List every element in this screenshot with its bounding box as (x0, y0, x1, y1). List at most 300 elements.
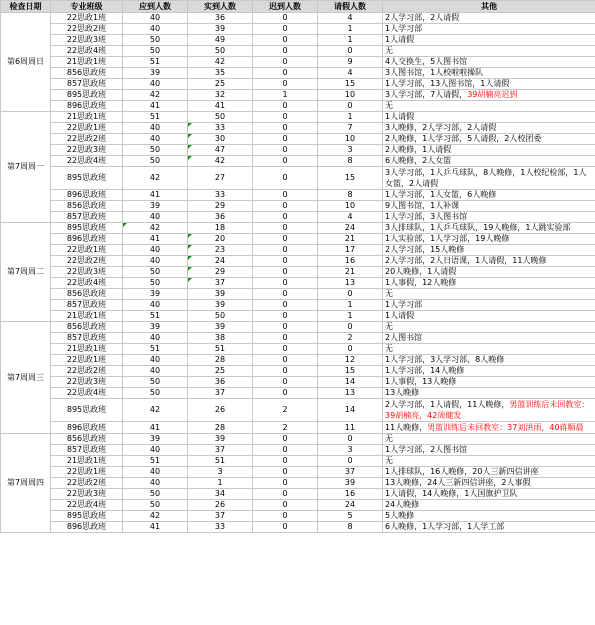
other-text: 6人晚修，2人女篮 (385, 156, 452, 165)
due-cell[interactable]: 40 (123, 467, 188, 478)
other-cell[interactable] (383, 311, 595, 322)
late-cell[interactable]: 0 (253, 267, 318, 278)
present-cell[interactable]: 37 (188, 278, 253, 289)
date-cell[interactable]: 第7周周二 (1, 223, 51, 322)
leave-cell[interactable]: 13 (318, 278, 383, 289)
leave-cell[interactable]: 12 (318, 355, 383, 366)
other-cell[interactable] (383, 267, 595, 278)
class-cell[interactable]: 896思政班 (51, 234, 123, 245)
leave-cell[interactable]: 16 (318, 489, 383, 500)
class-cell[interactable]: 22思政3班 (51, 489, 123, 500)
due-cell[interactable]: 51 (123, 112, 188, 123)
due-cell[interactable]: 39 (123, 434, 188, 445)
other-cell[interactable] (383, 388, 595, 399)
present-cell[interactable]: 3 (188, 467, 253, 478)
due-cell[interactable]: 41 (123, 190, 188, 201)
leave-cell[interactable]: 16 (318, 256, 383, 267)
due-cell[interactable]: 51 (123, 456, 188, 467)
late-cell[interactable]: 0 (253, 101, 318, 112)
leave-cell[interactable]: 7 (318, 123, 383, 134)
present-cell[interactable]: 36 (188, 13, 253, 24)
other-cell[interactable] (383, 212, 595, 223)
due-cell[interactable]: 40 (123, 445, 188, 456)
other-cell[interactable] (383, 445, 595, 456)
leave-cell[interactable]: 21 (318, 234, 383, 245)
class-cell[interactable]: 857思政班 (51, 212, 123, 223)
due-cell[interactable]: 40 (123, 24, 188, 35)
leave-cell[interactable]: 0 (318, 322, 383, 333)
other-cell[interactable] (383, 511, 595, 522)
other-cell[interactable] (383, 489, 595, 500)
late-cell[interactable]: 0 (253, 522, 318, 533)
other-cell[interactable] (383, 355, 595, 366)
other-cell[interactable] (383, 123, 595, 134)
late-cell[interactable]: 0 (253, 388, 318, 399)
other-cell[interactable] (383, 134, 595, 145)
leave-cell[interactable]: 10 (318, 134, 383, 145)
table-row (1, 289, 595, 300)
due-cell[interactable]: 39 (123, 289, 188, 300)
table-row (1, 445, 595, 456)
late-cell[interactable]: 0 (253, 311, 318, 322)
late-cell[interactable]: 0 (253, 79, 318, 90)
other-cell[interactable] (383, 46, 595, 57)
other-cell[interactable] (383, 167, 595, 190)
leave-cell[interactable]: 15 (318, 167, 383, 190)
other-cell[interactable] (383, 90, 595, 101)
present-cell[interactable]: 50 (188, 311, 253, 322)
late-cell[interactable]: 0 (253, 467, 318, 478)
due-cell[interactable]: 40 (123, 245, 188, 256)
present-cell[interactable]: 33 (188, 123, 253, 134)
other-cell[interactable] (383, 333, 595, 344)
header-other[interactable]: 其他 (383, 1, 595, 13)
due-cell[interactable]: 39 (123, 201, 188, 212)
due-cell[interactable]: 40 (123, 256, 188, 267)
late-cell[interactable]: 0 (253, 445, 318, 456)
late-cell[interactable]: 0 (253, 112, 318, 123)
due-cell[interactable]: 51 (123, 344, 188, 355)
other-cell[interactable] (383, 434, 595, 445)
class-cell[interactable]: 21思政1班 (51, 57, 123, 68)
leave-cell[interactable]: 9 (318, 57, 383, 68)
late-cell[interactable]: 0 (253, 300, 318, 311)
due-cell[interactable]: 42 (123, 167, 188, 190)
leave-cell[interactable]: 8 (318, 190, 383, 201)
other-cell[interactable] (383, 456, 595, 467)
class-cell[interactable]: 21思政1班 (51, 112, 123, 123)
other-cell[interactable] (383, 478, 595, 489)
class-cell[interactable]: 896思政班 (51, 190, 123, 201)
late-cell[interactable]: 0 (253, 289, 318, 300)
present-cell[interactable]: 42 (188, 156, 253, 167)
class-cell[interactable]: 896思政班 (51, 101, 123, 112)
late-cell[interactable]: 0 (253, 223, 318, 234)
present-cell[interactable]: 33 (188, 522, 253, 533)
due-cell[interactable]: 50 (123, 35, 188, 46)
due-cell[interactable]: 41 (123, 522, 188, 533)
leave-cell[interactable]: 11 (318, 422, 383, 434)
other-cell[interactable] (383, 278, 595, 289)
present-cell[interactable]: 36 (188, 212, 253, 223)
class-cell[interactable]: 21思政1班 (51, 456, 123, 467)
leave-cell[interactable]: 1 (318, 311, 383, 322)
other-cell[interactable] (383, 366, 595, 377)
late-cell[interactable]: 0 (253, 322, 318, 333)
due-cell[interactable]: 40 (123, 300, 188, 311)
late-cell[interactable]: 0 (253, 256, 318, 267)
present-cell[interactable]: 29 (188, 267, 253, 278)
late-cell[interactable]: 0 (253, 278, 318, 289)
header-class[interactable]: 专业班级 (51, 1, 123, 13)
other-cell[interactable] (383, 68, 595, 79)
present-cell[interactable]: 33 (188, 190, 253, 201)
due-cell[interactable]: 39 (123, 322, 188, 333)
present-cell[interactable]: 20 (188, 234, 253, 245)
late-cell[interactable]: 0 (253, 355, 318, 366)
present-cell[interactable]: 26 (188, 500, 253, 511)
late-cell[interactable]: 1 (253, 90, 318, 101)
present-cell[interactable]: 49 (188, 35, 253, 46)
present-cell[interactable]: 38 (188, 333, 253, 344)
present-cell[interactable]: 23 (188, 245, 253, 256)
late-cell[interactable]: 0 (253, 167, 318, 190)
due-cell[interactable]: 42 (123, 511, 188, 522)
leave-cell[interactable]: 15 (318, 79, 383, 90)
late-cell[interactable]: 0 (253, 234, 318, 245)
other-text: 无 (385, 456, 393, 465)
due-cell[interactable]: 41 (123, 234, 188, 245)
other-cell[interactable] (383, 422, 595, 434)
due-cell[interactable]: 50 (123, 489, 188, 500)
leave-cell[interactable]: 17 (318, 245, 383, 256)
other-cell[interactable] (383, 522, 595, 533)
due-cell[interactable]: 40 (123, 123, 188, 134)
late-cell[interactable]: 0 (253, 57, 318, 68)
class-cell[interactable]: 22思政3班 (51, 145, 123, 156)
present-cell[interactable]: 39 (188, 322, 253, 333)
class-cell[interactable]: 22思政3班 (51, 267, 123, 278)
late-cell[interactable]: 2 (253, 422, 318, 434)
leave-cell[interactable]: 14 (318, 377, 383, 388)
present-cell[interactable]: 50 (188, 112, 253, 123)
present-cell[interactable]: 18 (188, 223, 253, 234)
class-cell[interactable]: 857思政班 (51, 445, 123, 456)
late-cell[interactable]: 0 (253, 201, 318, 212)
class-cell[interactable]: 896思政班 (51, 422, 123, 434)
late-cell[interactable]: 0 (253, 68, 318, 79)
class-cell[interactable]: 22思政2班 (51, 478, 123, 489)
other-cell[interactable] (383, 377, 595, 388)
late-cell[interactable]: 0 (253, 245, 318, 256)
present-cell[interactable]: 28 (188, 355, 253, 366)
class-cell[interactable]: 856思政班 (51, 201, 123, 212)
other-cell[interactable] (383, 145, 595, 156)
table-row (1, 311, 595, 322)
leave-cell[interactable]: 13 (318, 388, 383, 399)
late-cell[interactable]: 0 (253, 13, 318, 24)
leave-cell[interactable]: 8 (318, 156, 383, 167)
class-cell[interactable]: 856思政班 (51, 68, 123, 79)
late-cell[interactable]: 0 (253, 212, 318, 223)
due-cell[interactable]: 51 (123, 311, 188, 322)
due-cell[interactable]: 42 (123, 90, 188, 101)
present-cell[interactable]: 32 (188, 90, 253, 101)
table-row (1, 434, 595, 445)
class-cell[interactable]: 22思政4班 (51, 278, 123, 289)
present-cell[interactable]: 1 (188, 478, 253, 489)
leave-cell[interactable]: 0 (318, 434, 383, 445)
late-cell[interactable]: 0 (253, 145, 318, 156)
other-cell[interactable] (383, 35, 595, 46)
due-cell[interactable]: 50 (123, 500, 188, 511)
late-cell[interactable]: 0 (253, 134, 318, 145)
leave-cell[interactable]: 24 (318, 500, 383, 511)
header-late[interactable]: 迟到人数 (253, 1, 318, 13)
present-cell[interactable]: 34 (188, 489, 253, 500)
leave-cell[interactable]: 5 (318, 511, 383, 522)
late-cell[interactable]: 0 (253, 24, 318, 35)
other-cell[interactable] (383, 289, 595, 300)
other-cell[interactable] (383, 190, 595, 201)
leave-cell[interactable]: 4 (318, 68, 383, 79)
present-cell[interactable]: 36 (188, 377, 253, 388)
late-cell[interactable]: 0 (253, 156, 318, 167)
present-cell[interactable]: 39 (188, 434, 253, 445)
leave-cell[interactable]: 1 (318, 24, 383, 35)
class-cell[interactable]: 22思政2班 (51, 134, 123, 145)
leave-cell[interactable]: 3 (318, 145, 383, 156)
class-cell[interactable]: 22思政1班 (51, 467, 123, 478)
other-text: 1人学习部 (385, 300, 423, 309)
present-cell[interactable]: 50 (188, 46, 253, 57)
late-cell[interactable]: 0 (253, 35, 318, 46)
class-cell[interactable]: 857思政班 (51, 79, 123, 90)
class-cell[interactable]: 22思政2班 (51, 24, 123, 35)
due-cell[interactable]: 40 (123, 333, 188, 344)
date-cell[interactable]: 第7周周三 (1, 322, 51, 434)
class-cell[interactable]: 21思政1班 (51, 311, 123, 322)
class-cell[interactable]: 22思政1班 (51, 123, 123, 134)
header-leave[interactable]: 请假人数 (318, 1, 383, 13)
late-cell[interactable]: 0 (253, 500, 318, 511)
leave-cell[interactable]: 1 (318, 112, 383, 123)
class-cell[interactable]: 856思政班 (51, 289, 123, 300)
present-cell[interactable]: 29 (188, 201, 253, 212)
leave-cell[interactable]: 24 (318, 223, 383, 234)
table-row (1, 489, 595, 500)
other-cell[interactable] (383, 201, 595, 212)
due-cell[interactable]: 40 (123, 13, 188, 24)
other-cell[interactable] (383, 223, 595, 234)
leave-cell[interactable]: 3 (318, 445, 383, 456)
table-row (1, 35, 595, 46)
class-cell[interactable]: 895思政班 (51, 399, 123, 422)
present-cell[interactable]: 35 (188, 68, 253, 79)
late-cell[interactable]: 0 (253, 434, 318, 445)
late-cell[interactable]: 0 (253, 190, 318, 201)
leave-cell[interactable]: 0 (318, 101, 383, 112)
other-cell[interactable] (383, 112, 595, 123)
leave-cell[interactable]: 8 (318, 522, 383, 533)
present-cell[interactable]: 25 (188, 79, 253, 90)
late-cell[interactable]: 2 (253, 399, 318, 422)
late-cell[interactable]: 0 (253, 366, 318, 377)
class-cell[interactable]: 857思政班 (51, 333, 123, 344)
present-cell[interactable]: 28 (188, 422, 253, 434)
class-cell[interactable]: 895思政班 (51, 90, 123, 101)
due-cell[interactable]: 41 (123, 101, 188, 112)
leave-cell[interactable]: 14 (318, 399, 383, 422)
due-cell[interactable]: 40 (123, 366, 188, 377)
leave-cell[interactable]: 2 (318, 333, 383, 344)
header-present[interactable]: 实到人数 (188, 1, 253, 13)
present-cell[interactable]: 51 (188, 344, 253, 355)
present-cell[interactable]: 51 (188, 456, 253, 467)
other-cell[interactable] (383, 101, 595, 112)
late-cell[interactable]: 0 (253, 489, 318, 500)
present-cell[interactable]: 24 (188, 256, 253, 267)
present-cell[interactable]: 30 (188, 134, 253, 145)
present-cell[interactable]: 39 (188, 289, 253, 300)
class-cell[interactable]: 22思政3班 (51, 35, 123, 46)
other-cell[interactable] (383, 13, 595, 24)
leave-cell[interactable]: 1 (318, 300, 383, 311)
due-cell[interactable]: 40 (123, 355, 188, 366)
class-cell[interactable]: 22思政3班 (51, 377, 123, 388)
leave-cell[interactable]: 0 (318, 289, 383, 300)
due-cell[interactable]: 50 (123, 278, 188, 289)
class-cell[interactable]: 21思政1班 (51, 344, 123, 355)
leave-cell[interactable]: 1 (318, 35, 383, 46)
present-cell[interactable]: 27 (188, 167, 253, 190)
table-row (1, 145, 595, 156)
leave-cell[interactable]: 0 (318, 46, 383, 57)
other-cell[interactable] (383, 322, 595, 333)
table-row (1, 101, 595, 112)
leave-cell[interactable]: 10 (318, 90, 383, 101)
due-cell[interactable]: 50 (123, 46, 188, 57)
due-cell[interactable]: 50 (123, 156, 188, 167)
due-cell[interactable]: 42 (123, 223, 188, 234)
present-cell[interactable]: 41 (188, 101, 253, 112)
present-cell[interactable]: 37 (188, 511, 253, 522)
late-cell[interactable]: 0 (253, 344, 318, 355)
class-cell[interactable]: 22思政1班 (51, 13, 123, 24)
present-cell[interactable]: 39 (188, 24, 253, 35)
present-cell[interactable]: 39 (188, 300, 253, 311)
date-cell[interactable]: 第7周周一 (1, 112, 51, 223)
class-cell[interactable]: 22思政4班 (51, 500, 123, 511)
other-cell[interactable] (383, 300, 595, 311)
due-cell[interactable]: 50 (123, 388, 188, 399)
due-cell[interactable]: 51 (123, 57, 188, 68)
class-cell[interactable]: 22思政1班 (51, 355, 123, 366)
other-cell[interactable] (383, 500, 595, 511)
leave-cell[interactable]: 4 (318, 13, 383, 24)
date-cell[interactable]: 第7周周四 (1, 434, 51, 533)
other-cell[interactable] (383, 399, 595, 422)
late-cell[interactable]: 0 (253, 333, 318, 344)
table-row (1, 355, 595, 366)
present-cell[interactable]: 37 (188, 445, 253, 456)
late-cell[interactable]: 0 (253, 511, 318, 522)
class-cell[interactable]: 22思政2班 (51, 366, 123, 377)
due-cell[interactable]: 42 (123, 399, 188, 422)
due-cell[interactable]: 40 (123, 79, 188, 90)
header-date[interactable]: 检查日期 (1, 1, 51, 13)
due-cell[interactable]: 40 (123, 212, 188, 223)
due-cell[interactable]: 50 (123, 145, 188, 156)
other-text: 1人学习部，13人图书馆，1人请假 (385, 79, 510, 88)
due-cell[interactable]: 40 (123, 134, 188, 145)
class-cell[interactable]: 896思政班 (51, 522, 123, 533)
table-row (1, 388, 595, 399)
other-text: 1人请假 (385, 112, 415, 121)
present-cell[interactable]: 47 (188, 145, 253, 156)
date-cell[interactable]: 第6周周日 (1, 13, 51, 112)
due-cell[interactable]: 40 (123, 478, 188, 489)
present-cell[interactable]: 37 (188, 388, 253, 399)
table-row (1, 201, 595, 212)
leave-cell[interactable]: 15 (318, 366, 383, 377)
class-cell[interactable]: 856思政班 (51, 322, 123, 333)
other-cell[interactable] (383, 79, 595, 90)
late-cell[interactable]: 0 (253, 123, 318, 134)
present-cell[interactable]: 42 (188, 57, 253, 68)
due-cell[interactable]: 50 (123, 267, 188, 278)
class-cell[interactable]: 895思政班 (51, 223, 123, 234)
late-cell[interactable]: 0 (253, 46, 318, 57)
leave-cell[interactable]: 0 (318, 456, 383, 467)
present-cell[interactable]: 26 (188, 399, 253, 422)
class-cell[interactable]: 22思政2班 (51, 256, 123, 267)
other-cell[interactable] (383, 57, 595, 68)
other-cell[interactable] (383, 24, 595, 35)
due-cell[interactable]: 39 (123, 68, 188, 79)
other-cell[interactable] (383, 245, 595, 256)
class-cell[interactable]: 22思政1班 (51, 245, 123, 256)
class-cell[interactable]: 22思政4班 (51, 156, 123, 167)
leave-cell[interactable]: 10 (318, 201, 383, 212)
due-cell[interactable]: 41 (123, 422, 188, 434)
class-cell[interactable]: 895思政班 (51, 511, 123, 522)
other-cell[interactable] (383, 256, 595, 267)
late-cell[interactable]: 0 (253, 478, 318, 489)
class-cell[interactable]: 895思政班 (51, 167, 123, 190)
leave-cell[interactable]: 39 (318, 478, 383, 489)
late-cell[interactable]: 0 (253, 456, 318, 467)
class-cell[interactable]: 22思政4班 (51, 46, 123, 57)
class-cell[interactable]: 856思政班 (51, 434, 123, 445)
due-cell[interactable]: 50 (123, 377, 188, 388)
present-cell[interactable]: 25 (188, 366, 253, 377)
leave-cell[interactable]: 21 (318, 267, 383, 278)
header-due[interactable]: 应到人数 (123, 1, 188, 13)
late-cell[interactable]: 0 (253, 377, 318, 388)
other-cell[interactable] (383, 156, 595, 167)
other-cell[interactable] (383, 344, 595, 355)
leave-cell[interactable]: 37 (318, 467, 383, 478)
other-cell[interactable] (383, 467, 595, 478)
leave-cell[interactable]: 0 (318, 344, 383, 355)
class-cell[interactable]: 857思政班 (51, 300, 123, 311)
class-cell[interactable]: 22思政4班 (51, 388, 123, 399)
table-row (1, 333, 595, 344)
leave-cell[interactable]: 4 (318, 212, 383, 223)
other-cell[interactable] (383, 234, 595, 245)
table-row (1, 234, 595, 245)
